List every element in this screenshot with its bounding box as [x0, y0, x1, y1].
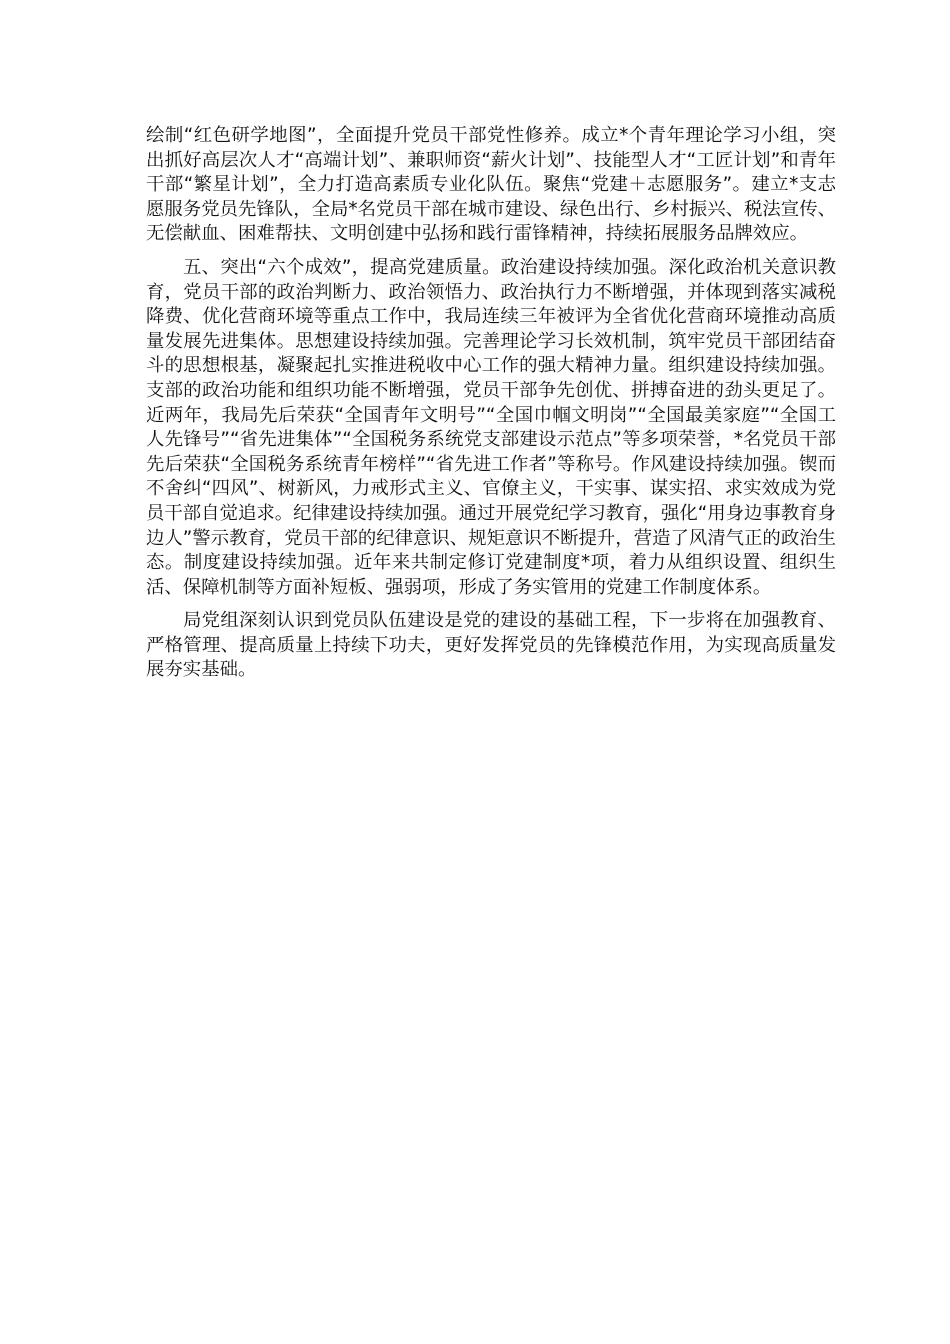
- paragraph-continuation: 绘制“红色研学地图”，全面提升党员干部党性修养。成立*个青年理论学习小组，突出抓好高层次人才“高端计划”、兼职师资“薪火计划”、技能型人才“工匠计划”和青年干部“繁星计划”，全力打造高素质专业化队伍。聚焦“党建＋志愿服务”。建立*支志愿服务党员先锋队，全局*名党员干部在城市建设、绿色出行、乡村振兴、税法宣传、无偿献血、困难帮扶、文明创建中弘扬和践行雷锋精神，持续拓展服务品牌效应。: [146, 125, 836, 245]
- document-body: [146, 124, 836, 692]
- paragraph-section-five: 五、突出“六个成效”，提高党建质量。政治建设持续加强。深化政治机关意识教育，党员干部的政治判断力、政治领悟力、政治执行力不断增强，并体现到落实减税降费、优化营商环境等重点工作中，我局连续三年被评为全省优化营商环境推动高质量发展先进集体。思想建设持续加强。完善理论学习长效机制，筑牢党员干部团结奋斗的思想根基，凝聚起扎实推进税收中心工作的强大精神力量。组织建设持续加强。支部的政治功能和组织功能不断增强，党员干部争先创优、拼搏奋进的劲头更足了。近两年，我局先后荣获“全国青年文明号”“全国巾帼文明岗”“全国最美家庭”“全国工人先锋号”“省先进集体”“全国税务系统党支部建设示范点”等多项荣誉，*名党员干部先后荣获“全国税务系统青年榜样”“省先进工作者”等称号。作风建设持续加强。锲而不舍纠“四风”、树新风，力戒形式主义、官僚主义，干实事、谋实招、求实效成为党员干部自觉追求。纪律建设持续加强。通过开展党纪学习教育，强化“用身边事教育身边人”警示教育，党员干部的纪律意识、规矩意识不断提升，营造了风清气正的政治生态。制度建设持续加强。近年来共制定修订党建制度*项，着力从组织设置、组织生活、保障机制等方面补短板、强弱项，形成了务实管用的党建工作制度体系。: [146, 256, 836, 598]
- paragraph-conclusion: 局党组深刻认识到党员队伍建设是党的建设的基础工程，下一步将在加强教育、严格管理、提高质量上持续下功夫，更好发挥党员的先锋模范作用，为实现高质量发展夯实基础。: [146, 610, 836, 681]
